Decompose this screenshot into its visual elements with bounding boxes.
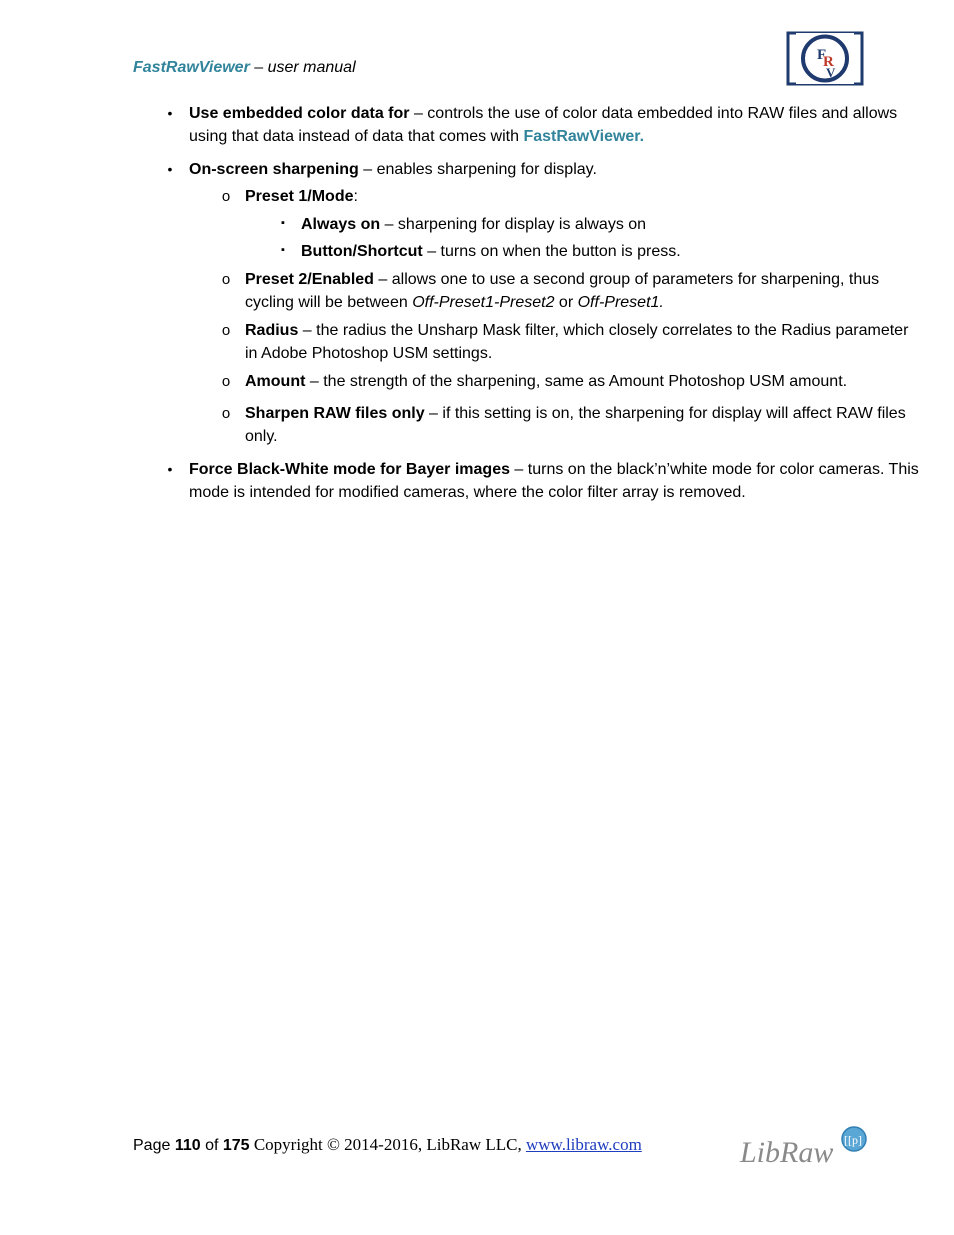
list-item-sharpen-raw (160, 402, 920, 448)
bullet-circle: o (221, 405, 231, 422)
frv-logo (786, 31, 864, 86)
bullet-circle: o (221, 271, 231, 288)
cycle-option-2: Off-Preset1. (577, 294, 664, 311)
frv-letter-v: V (826, 65, 836, 80)
header-brand: FastRawViewer (133, 59, 250, 76)
list-item-amount (160, 370, 920, 393)
cycle-option-1: Off-Preset1-Preset2 (412, 294, 555, 311)
cycle-or: or (554, 294, 578, 311)
brand-fastrawviewer: FastRawViewer. (523, 128, 645, 145)
desc-preset1: : (353, 188, 358, 205)
page-label: Page (133, 1137, 175, 1154)
settings-list (160, 102, 920, 514)
running-header (133, 56, 356, 79)
term-onscreen-sharpening: On-screen sharpening (189, 161, 359, 178)
frv-letter-r: R (823, 54, 834, 70)
list-item-radius (160, 319, 920, 365)
desc-always-on: – sharpening for display is always on (380, 216, 647, 233)
desc-preset2: – allows one to use a second group of parameters for sharpening, thus cycling will be between (245, 271, 880, 311)
desc-amount: – the strength of the sharpening, same as Amount Photoshop USM amount. (305, 373, 848, 390)
desc-radius: – the radius the Unsharp Mask filter, which closely correlates to the Radius parameter in Adobe Photoshop USM settings. (245, 322, 909, 362)
libraw-badge-text: [[p] (844, 1133, 862, 1147)
list-item-bw-mode (160, 458, 920, 504)
term-always-on: Always on (301, 216, 381, 233)
copyright-text: Copyright © 2014-2016, LibRaw LLC, (249, 1135, 526, 1154)
term-preset2: Preset 2/Enabled (245, 271, 374, 288)
list-item-button-shortcut (160, 240, 920, 263)
bullet-dot: • (167, 461, 173, 477)
term-bw-mode: Force Black-White mode for Bayer images (189, 461, 510, 478)
list-item-preset2 (160, 268, 920, 314)
term-button-shortcut: Button/Shortcut (301, 243, 423, 260)
bullet-dot: • (167, 105, 173, 121)
libraw-link[interactable]: www.libraw.com (525, 1135, 642, 1154)
of-label: of (200, 1137, 223, 1154)
page-footer (133, 1133, 642, 1157)
bullet-dot: • (167, 161, 173, 177)
desc-embedded-color: – controls the use of color data embedded into RAW files and allows using that data instead of data that comes with (189, 105, 898, 145)
page-number: 110 (174, 1137, 201, 1154)
term-embedded-color: Use embedded color data for (189, 105, 410, 122)
bullet-circle: o (221, 188, 231, 205)
term-radius: Radius (245, 322, 299, 339)
desc-sharpen-raw: – if this setting is on, the sharpening for display will affect RAW files only. (245, 405, 906, 445)
libraw-logo-text: LibRaw (740, 1136, 834, 1169)
bullet-square: ▪ (281, 244, 285, 256)
desc-bw-mode: – turns on the black’n’white mode for color cameras. This mode is intended for modified cameras, where the color filter array is removed. (189, 461, 919, 501)
desc-button-shortcut: – turns on when the button is press. (422, 243, 681, 260)
term-sharpen-raw: Sharpen RAW files only (245, 405, 425, 422)
bullet-square: ▪ (281, 217, 285, 229)
list-item-preset1 (160, 185, 920, 208)
list-item-embedded-color (160, 102, 920, 148)
bullet-circle: o (221, 373, 231, 390)
term-amount: Amount (245, 373, 306, 390)
list-item-onscreen-sharpening (160, 158, 920, 181)
list-item-always-on (160, 213, 920, 236)
bullet-circle: o (221, 322, 231, 339)
page-total: 175 (222, 1137, 250, 1154)
header-suffix: – user manual (249, 59, 356, 76)
desc-onscreen-sharpening: – enables sharpening for display. (358, 161, 597, 178)
libraw-logo (738, 1124, 872, 1172)
frv-letter-f: F (817, 47, 827, 63)
term-preset1: Preset 1/Mode (245, 188, 354, 205)
